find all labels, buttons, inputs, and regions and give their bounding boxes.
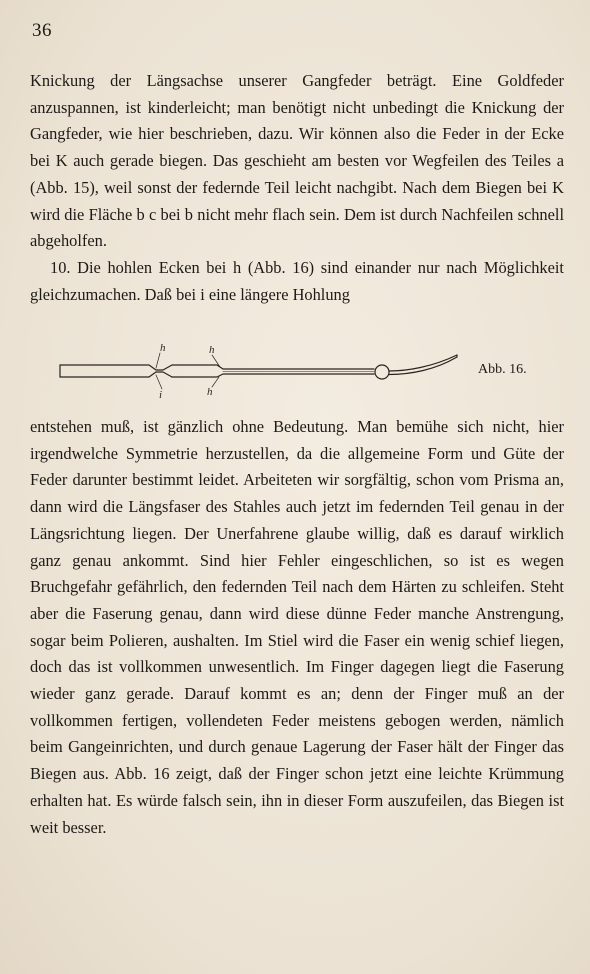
figure-caption: Abb. 16. xyxy=(478,362,527,377)
text-block-bottom xyxy=(30,414,564,841)
figure-label-h-2: h xyxy=(209,344,215,356)
paragraph: 10. Die hohlen Ecken bei h (Abb. 16) sind einander nur nach Möglichkeit gleichzumachen. Daß bei i eine längere Hohlung xyxy=(30,257,564,304)
figure-abb-16 xyxy=(52,339,572,399)
page-number: 36 xyxy=(32,20,52,41)
spring-drawing-icon xyxy=(52,339,472,399)
figure-label-h-3: h xyxy=(207,386,213,398)
paragraph: Knickung der Längsachse unserer Gangfeder beträgt. Eine Goldfeder anzuspannen, ist kinderleicht; man benötigt nicht unbedingt die Knickung der Gangfeder, wie hier beschrieben, dazu. Wir können also die Feder in der Ecke bei K auch gerade biegen. Das geschieht am besten vor Wegfeilen des Teiles a (Abb. 15), weil sonst der federnde Teil leicht nachgibt. Nach dem Biegen bei K wird die Fläche b c bei b nicht mehr flach sein. Dem ist durch Nachfeilen schnell abgeholfen. xyxy=(30,71,564,251)
text-block-top xyxy=(30,68,564,308)
paragraph: entstehen muß, ist gänzlich ohne Bedeutung. Man bemühe sich nicht, hier irgendwelche Symmetrie herzustellen, da die allgemeine Form und Güte der Feder darunter bestimmt leidet. Arbeiteten wir sorgfältig, schon vom Prisma an, dann wird die Längsfaser des Stahles auch jetzt im federnden Teil genau in der Längsrichtung liegen. Der Unerfahrene glaube willig, daß es darauf wirklich ganz genau ankommt. Sind hier Fehler eingeschlichen, so ist es wegen Bruchgefahr gefährlich, den federnden Teil nach dem Härten zu schleifen. Steht aber die Faserung genau, dann wird diese dünne Feder manche Anstrengung, sogar beim Polieren, aushalten. Im Stiel wird die Faser ein wenig schief liegen, doch das ist vollkommen unwesentlich. Im Finger dagegen liegt die Faserung wieder ganz gerade. Darauf kommt es an; denn der Finger muß an der vollkommen fertigen, vollendeten Feder meistens gebogen werden, nämlich beim Gangeinrichten, und durch genaue Lagerung der Faser hält der Finger das Biegen aus. Abb. 16 zeigt, daß der Finger schon jetzt eine leichte Krümmung erhalten hat. Es würde falsch sein, ihn in dieser Form auszufeilen, das Biegen ist weit besser. xyxy=(30,417,564,837)
figure-label-h-1: h xyxy=(160,342,166,354)
figure-label-i: i xyxy=(159,389,163,399)
